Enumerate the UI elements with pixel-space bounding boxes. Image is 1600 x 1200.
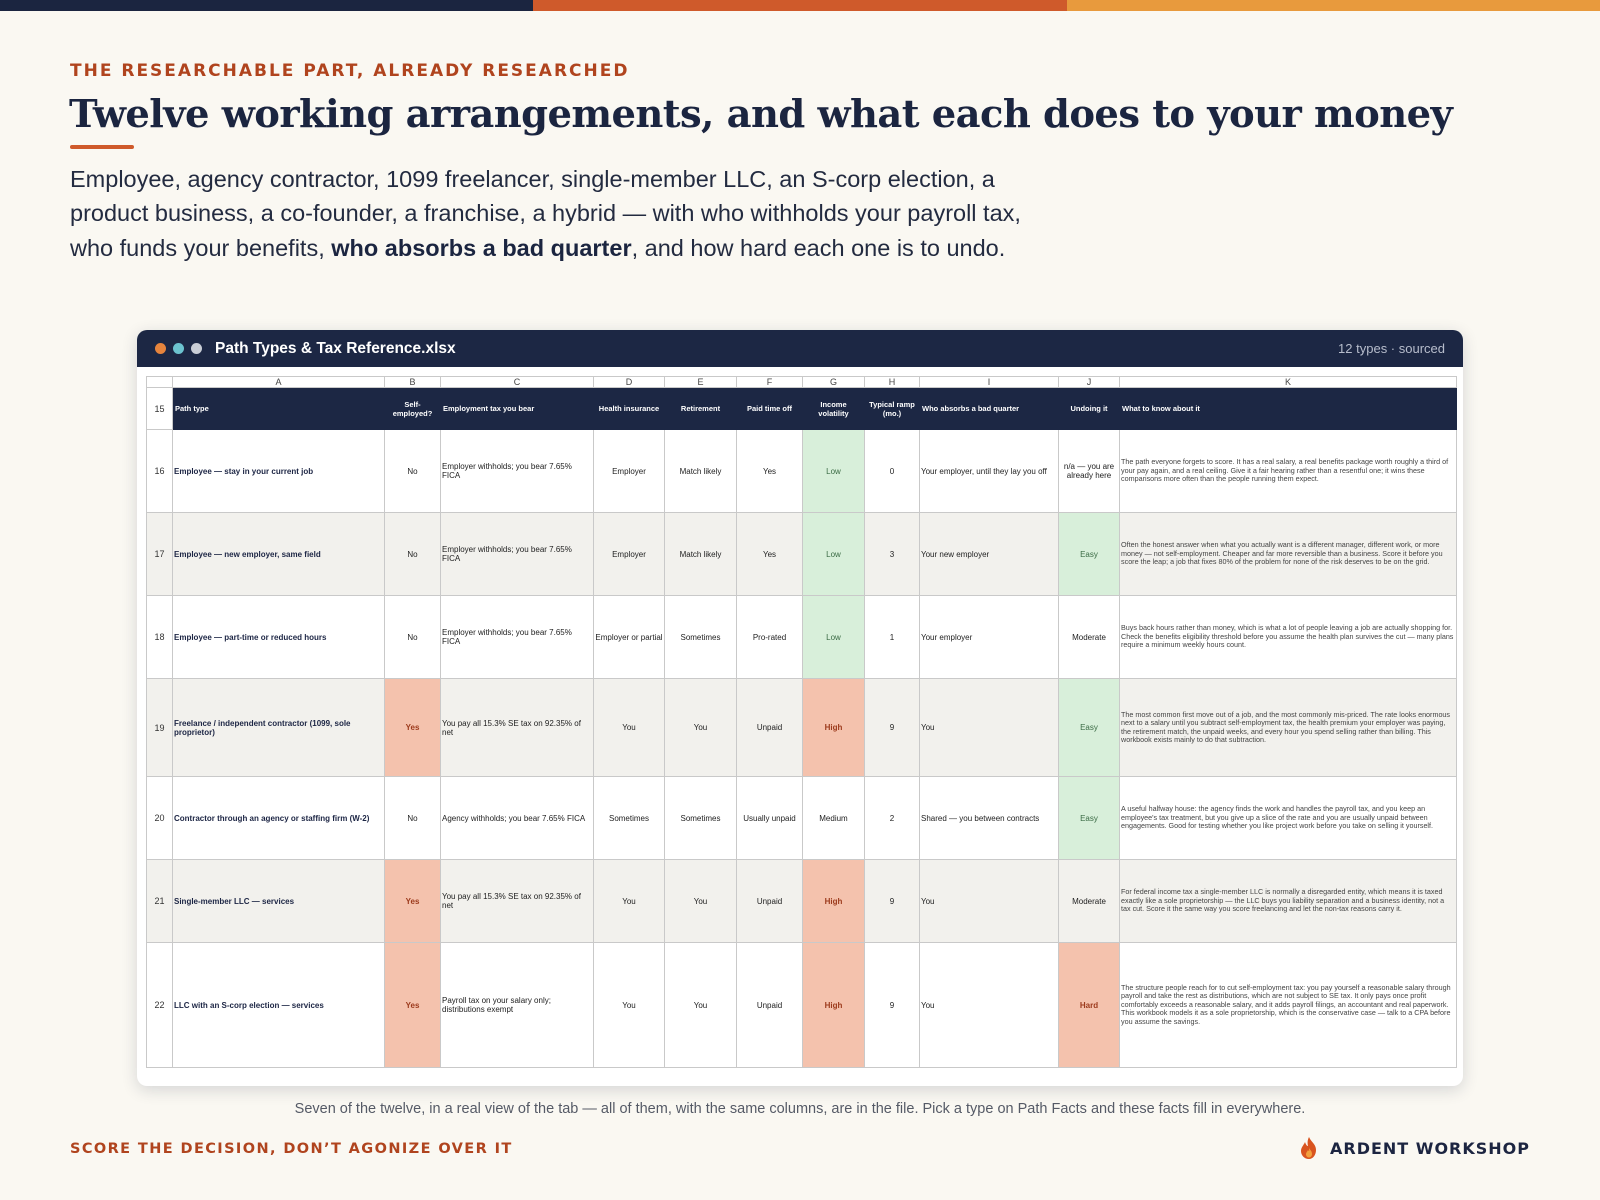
table-cell[interactable]: You <box>920 943 1059 1068</box>
column-letter[interactable]: C <box>441 377 594 388</box>
table-cell[interactable]: Unpaid <box>737 943 803 1068</box>
column-letter[interactable]: F <box>737 377 803 388</box>
table-cell[interactable]: 3 <box>865 513 920 596</box>
table-row[interactable] <box>147 679 1457 777</box>
brand-name: ARDENT WORKSHOP <box>1330 1138 1530 1158</box>
table-cell[interactable]: Your new employer <box>920 513 1059 596</box>
brand <box>1298 1136 1530 1160</box>
row-number[interactable]: 19 <box>147 679 173 777</box>
table-cell[interactable]: Easy <box>1059 679 1120 777</box>
table-cell[interactable]: Yes <box>385 860 441 943</box>
window-filename: Path Types & Tax Reference.xlsx <box>215 339 456 357</box>
table-cell[interactable]: Sometimes <box>665 777 737 860</box>
column-header[interactable]: Typical ramp (mo.) <box>865 388 920 430</box>
column-letter[interactable]: B <box>385 377 441 388</box>
footer-tagline: SCORE THE DECISION, DON’T AGONIZE OVER IT <box>70 1141 513 1157</box>
header-row <box>147 388 1457 430</box>
table-cell[interactable]: No <box>385 430 441 513</box>
table-cell[interactable]: Match likely <box>665 513 737 596</box>
table-cell[interactable]: You <box>920 679 1059 777</box>
table-cell[interactable]: Easy <box>1059 513 1120 596</box>
table-row[interactable] <box>147 430 1457 513</box>
table-cell[interactable]: Employer withholds; you bear 7.65% FICA <box>441 430 594 513</box>
table-cell[interactable]: Buys back hours rather than money, which is what a lot of people leaving a job are actually shopping for. Check the benefits eligibility threshold before you assume the health plan survives the cut — many plans require a minimum weekly hours count. <box>1120 596 1457 679</box>
table-cell[interactable]: Hard <box>1059 943 1120 1068</box>
eyebrow-label: THE RESEARCHABLE PART, ALREADY RESEARCHED <box>70 61 630 81</box>
table-cell[interactable]: You pay all 15.3% SE tax on 92.35% of net <box>441 860 594 943</box>
column-header[interactable]: Income volatility <box>803 388 865 430</box>
table-cell[interactable]: Usually unpaid <box>737 777 803 860</box>
table-row[interactable] <box>147 860 1457 943</box>
table-cell[interactable]: Your employer <box>920 596 1059 679</box>
table-cell[interactable]: High <box>803 943 865 1068</box>
figure-caption: Seven of the twelve, in a real view of the tab — all of them, with the same columns, are in the file. Pick a type on Path Facts and these facts fill in everywhere. <box>294 1101 1306 1117</box>
table-cell[interactable]: Medium <box>803 777 865 860</box>
table-cell[interactable]: No <box>385 777 441 860</box>
table-cell[interactable]: Employer or partial <box>594 596 665 679</box>
table-cell[interactable]: Employee — part-time or reduced hours <box>173 596 385 679</box>
column-letter[interactable]: E <box>665 377 737 388</box>
column-letter[interactable]: G <box>803 377 865 388</box>
row-number[interactable]: 15 <box>147 388 173 430</box>
table-cell[interactable]: You <box>594 943 665 1068</box>
window-dot-teal[interactable] <box>173 343 184 354</box>
flame-icon <box>1298 1136 1320 1160</box>
table-cell[interactable]: Employer <box>594 430 665 513</box>
row-number[interactable]: 21 <box>147 860 173 943</box>
table-cell[interactable]: You <box>594 679 665 777</box>
table-cell[interactable]: Moderate <box>1059 596 1120 679</box>
table-cell[interactable]: Payroll tax on your salary only; distributions exempt <box>441 943 594 1068</box>
table-cell[interactable]: 2 <box>865 777 920 860</box>
top-color-bar <box>0 0 1600 11</box>
window-dot-orange[interactable] <box>155 343 166 354</box>
column-header[interactable]: Path type <box>173 388 385 430</box>
table-cell[interactable]: Employee — stay in your current job <box>173 430 385 513</box>
top-bar-amber-segment <box>1067 0 1600 11</box>
table-cell[interactable]: Employee — new employer, same field <box>173 513 385 596</box>
intro-text-2: , and how hard each one is to undo. <box>631 234 1006 261</box>
table-cell[interactable]: Employer withholds; you bear 7.65% FICA <box>441 596 594 679</box>
table-cell[interactable]: No <box>385 513 441 596</box>
table-cell[interactable]: A useful halfway house: the agency finds the work and handles the payroll tax, and you keep an employee's tax treatment, but you give up a slice of the rate and you are usually unpaid between engagements. Good for testing whether you like project work before you take on selling it yourself. <box>1120 777 1457 860</box>
table-cell[interactable]: LLC with an S-corp election — services <box>173 943 385 1068</box>
table-cell[interactable]: Shared — you between contracts <box>920 777 1059 860</box>
column-letter[interactable]: I <box>920 377 1059 388</box>
column-header[interactable]: Self-employed? <box>385 388 441 430</box>
table-row[interactable] <box>147 943 1457 1068</box>
table-cell[interactable]: 9 <box>865 860 920 943</box>
table-cell[interactable]: Unpaid <box>737 679 803 777</box>
table-cell[interactable]: Low <box>803 430 865 513</box>
table-cell[interactable]: Low <box>803 513 865 596</box>
window-titlebar <box>137 330 1463 367</box>
column-letter[interactable]: H <box>865 377 920 388</box>
row-number[interactable]: 20 <box>147 777 173 860</box>
title-underline <box>70 145 134 149</box>
column-header[interactable]: Paid time off <box>737 388 803 430</box>
table-cell[interactable]: Your employer, until they lay you off <box>920 430 1059 513</box>
table-cell[interactable]: High <box>803 860 865 943</box>
window-meta: 12 types · sourced <box>1338 341 1445 356</box>
page-title: Twelve working arrangements, and what each does to your money <box>69 92 1453 137</box>
table-cell[interactable]: You pay all 15.3% SE tax on 92.35% of net <box>441 679 594 777</box>
row-number[interactable]: 22 <box>147 943 173 1068</box>
table-cell[interactable]: Single-member LLC — services <box>173 860 385 943</box>
table-cell[interactable]: Easy <box>1059 777 1120 860</box>
table-cell[interactable]: Low <box>803 596 865 679</box>
table-cell[interactable]: You <box>594 860 665 943</box>
table-cell[interactable]: Yes <box>737 430 803 513</box>
table-cell[interactable]: Contractor through an agency or staffing firm (W-2) <box>173 777 385 860</box>
table-cell[interactable]: Yes <box>385 679 441 777</box>
table-cell[interactable]: Yes <box>385 943 441 1068</box>
top-bar-orange-segment <box>533 0 1066 11</box>
table-cell[interactable]: The most common first move out of a job, and the most commonly mis-priced. The rate looks enormous next to a salary until you subtract self-employment tax, the health premium your employer was paying, the retirement match, the unpaid weeks, and every hour you spend selling rather than billing. This workbook exists mainly to do that subtraction. <box>1120 679 1457 777</box>
table-cell[interactable]: Agency withholds; you bear 7.65% FICA <box>441 777 594 860</box>
column-letter[interactable]: K <box>1120 377 1457 388</box>
intro-paragraph <box>70 162 1060 265</box>
row-number[interactable]: 18 <box>147 596 173 679</box>
corner-cell[interactable] <box>147 377 173 388</box>
column-header[interactable]: Undoing it <box>1059 388 1120 430</box>
intro-text-1: Employee, agency contractor, 1099 freelancer, single-member LLC, an S-corp election, a product business, a co-founder, a franchise, a hybrid — with who withholds your payroll tax, who funds your benefits, <box>70 166 1021 261</box>
column-letter[interactable]: A <box>173 377 385 388</box>
table-cell[interactable]: You <box>665 679 737 777</box>
column-header[interactable]: Retirement <box>665 388 737 430</box>
table-cell[interactable]: Yes <box>737 513 803 596</box>
spreadsheet-window <box>137 330 1463 1086</box>
table-cell[interactable]: 0 <box>865 430 920 513</box>
table-cell[interactable]: The structure people reach for to cut self-employment tax: you pay yourself a reasonable salary through payroll and take the rest as distributions, which are not subject to SE tax. It only pays once profit comfortably exceeds a reasonable salary, and it adds payroll filings, an accountant and real paperwork. This workbook models it as a sole proprietorship, which is the conservative case — talk to a CPA before you assume the savings. <box>1120 943 1457 1068</box>
top-bar-navy-segment <box>0 0 533 11</box>
column-header[interactable]: Who absorbs a bad quarter <box>920 388 1059 430</box>
table-cell[interactable]: Match likely <box>665 430 737 513</box>
table-cell[interactable]: For federal income tax a single-member LLC is normally a disregarded entity, which means it is taxed exactly like a sole proprietorship — the LLC buys you liability separation and a business identity, not a tax cut. Score it the same way you score freelancing and let the non-tax reasons carry it. <box>1120 860 1457 943</box>
column-letter[interactable]: J <box>1059 377 1120 388</box>
table-cell[interactable]: Employer <box>594 513 665 596</box>
table-cell[interactable]: Pro-rated <box>737 596 803 679</box>
column-header[interactable]: Health insurance <box>594 388 665 430</box>
column-letter-row <box>147 377 1457 388</box>
intro-bold: who absorbs a bad quarter <box>331 234 632 261</box>
table-cell[interactable]: You <box>920 860 1059 943</box>
table-cell[interactable]: Sometimes <box>594 777 665 860</box>
column-header[interactable]: Employment tax you bear <box>441 388 594 430</box>
row-number[interactable]: 16 <box>147 430 173 513</box>
table-cell[interactable]: Unpaid <box>737 860 803 943</box>
table-cell[interactable]: No <box>385 596 441 679</box>
table-cell[interactable]: Employer withholds; you bear 7.65% FICA <box>441 513 594 596</box>
column-letter[interactable]: D <box>594 377 665 388</box>
table-cell[interactable]: 9 <box>865 943 920 1068</box>
table-cell[interactable]: n/a — you are already here <box>1059 430 1120 513</box>
spreadsheet-grid[interactable] <box>146 376 1456 1068</box>
table-row[interactable] <box>147 777 1457 860</box>
table-row[interactable] <box>147 513 1457 596</box>
table-row[interactable] <box>147 596 1457 679</box>
path-types-table <box>146 376 1457 1068</box>
table-cell[interactable]: Often the honest answer when what you actually want is a different manager, different work, or more money — not self-employment. Cheaper and far more reversible than a business. Score it before you score the leap; a job that fixes 80% of the problem for none of the risk deserves to be on the grid. <box>1120 513 1457 596</box>
table-cell[interactable]: High <box>803 679 865 777</box>
table-cell[interactable]: You <box>665 943 737 1068</box>
table-cell[interactable]: Moderate <box>1059 860 1120 943</box>
table-cell[interactable]: Sometimes <box>665 596 737 679</box>
column-header[interactable]: What to know about it <box>1120 388 1457 430</box>
table-cell[interactable]: 9 <box>865 679 920 777</box>
table-cell[interactable]: You <box>665 860 737 943</box>
row-number[interactable]: 17 <box>147 513 173 596</box>
window-dot-grey[interactable] <box>191 343 202 354</box>
table-cell[interactable]: Freelance / independent contractor (1099, sole proprietor) <box>173 679 385 777</box>
table-cell[interactable]: 1 <box>865 596 920 679</box>
table-cell[interactable]: The path everyone forgets to score. It has a real salary, a real benefits package worth roughly a third of your pay again, and a real ceiling. Give it a fair hearing rather than a resentful one; it wins these comparisons more often than the people running them expect. <box>1120 430 1457 513</box>
